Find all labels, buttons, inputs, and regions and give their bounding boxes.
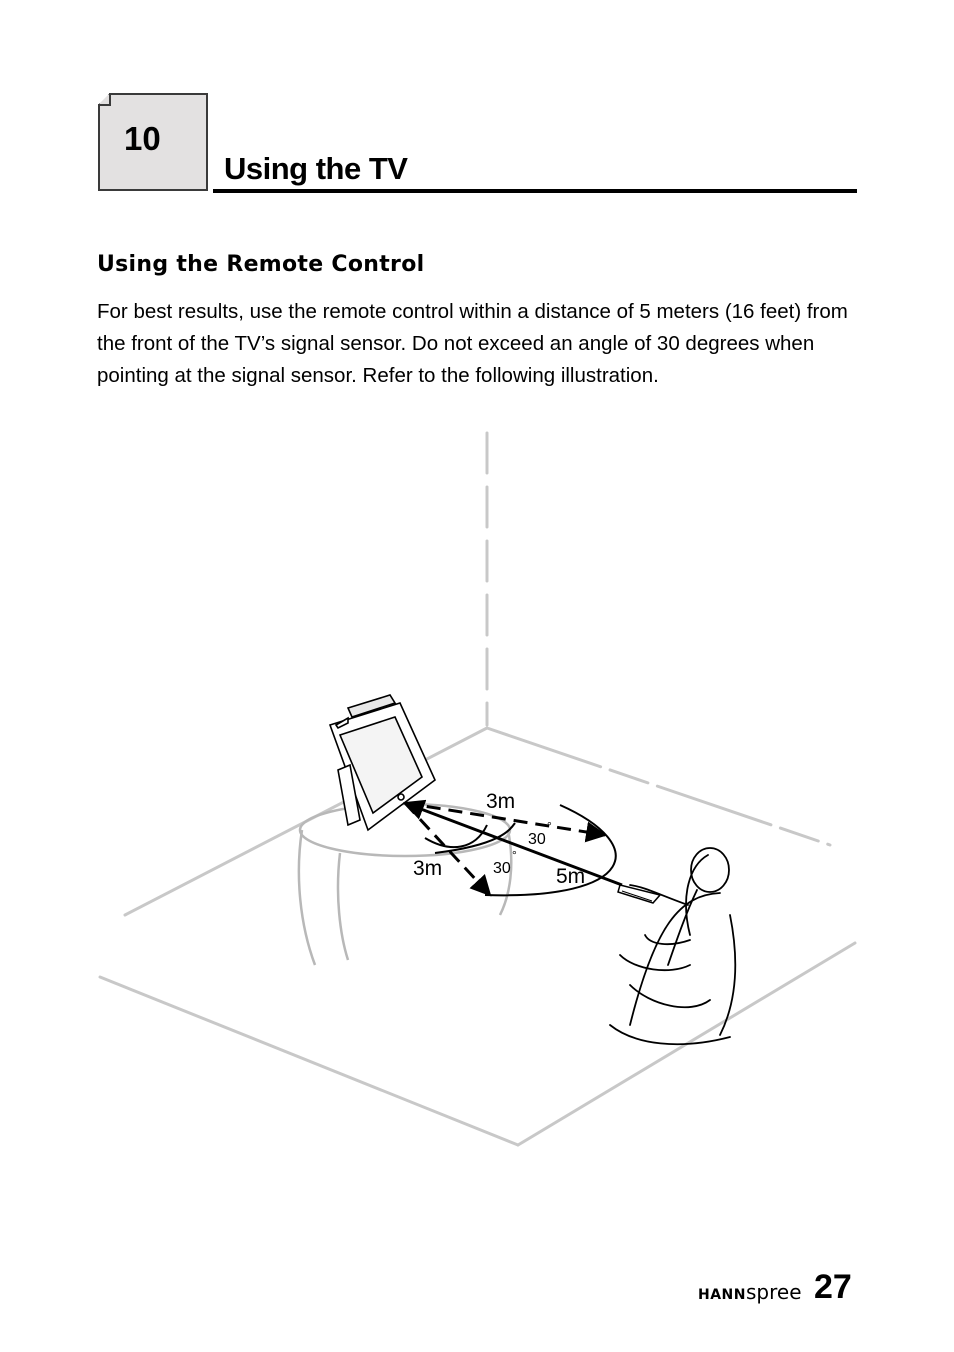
degree-mark-upper: ° [547, 819, 552, 833]
section-heading: Using the Remote Control [97, 252, 425, 277]
chapter-box-corner [98, 93, 112, 107]
body-paragraph: For best results, use the remote control within a distance of 5 meters (16 feet) from the front of the TV’s signal sensor. Do not exceed an angle of 30 degrees when pointing at the signal sensor. Refer to the following illustration. [97, 300, 848, 387]
room-sketch [100, 433, 855, 1145]
label-3m-upper: 3m [486, 790, 516, 813]
page-title: Using the TV [224, 151, 408, 186]
label-angle-upper: 30 [528, 831, 546, 848]
viewer-sketch [610, 848, 735, 1044]
brand-logo-bold: HANN [698, 1287, 746, 1303]
page-number: 27 [814, 1268, 852, 1306]
brand-logo-light: spree [746, 1280, 802, 1304]
title-underline [213, 189, 857, 193]
degree-mark-lower: ° [512, 848, 517, 862]
chapter-number: 10 [124, 120, 161, 157]
range-arcs [425, 805, 616, 895]
label-5m: 5m [556, 865, 586, 888]
label-angle-lower: 30 [493, 860, 511, 877]
brand-logo [698, 1280, 802, 1304]
label-3m-lower: 3m [413, 857, 443, 880]
remote-range-illustration [90, 425, 870, 1165]
